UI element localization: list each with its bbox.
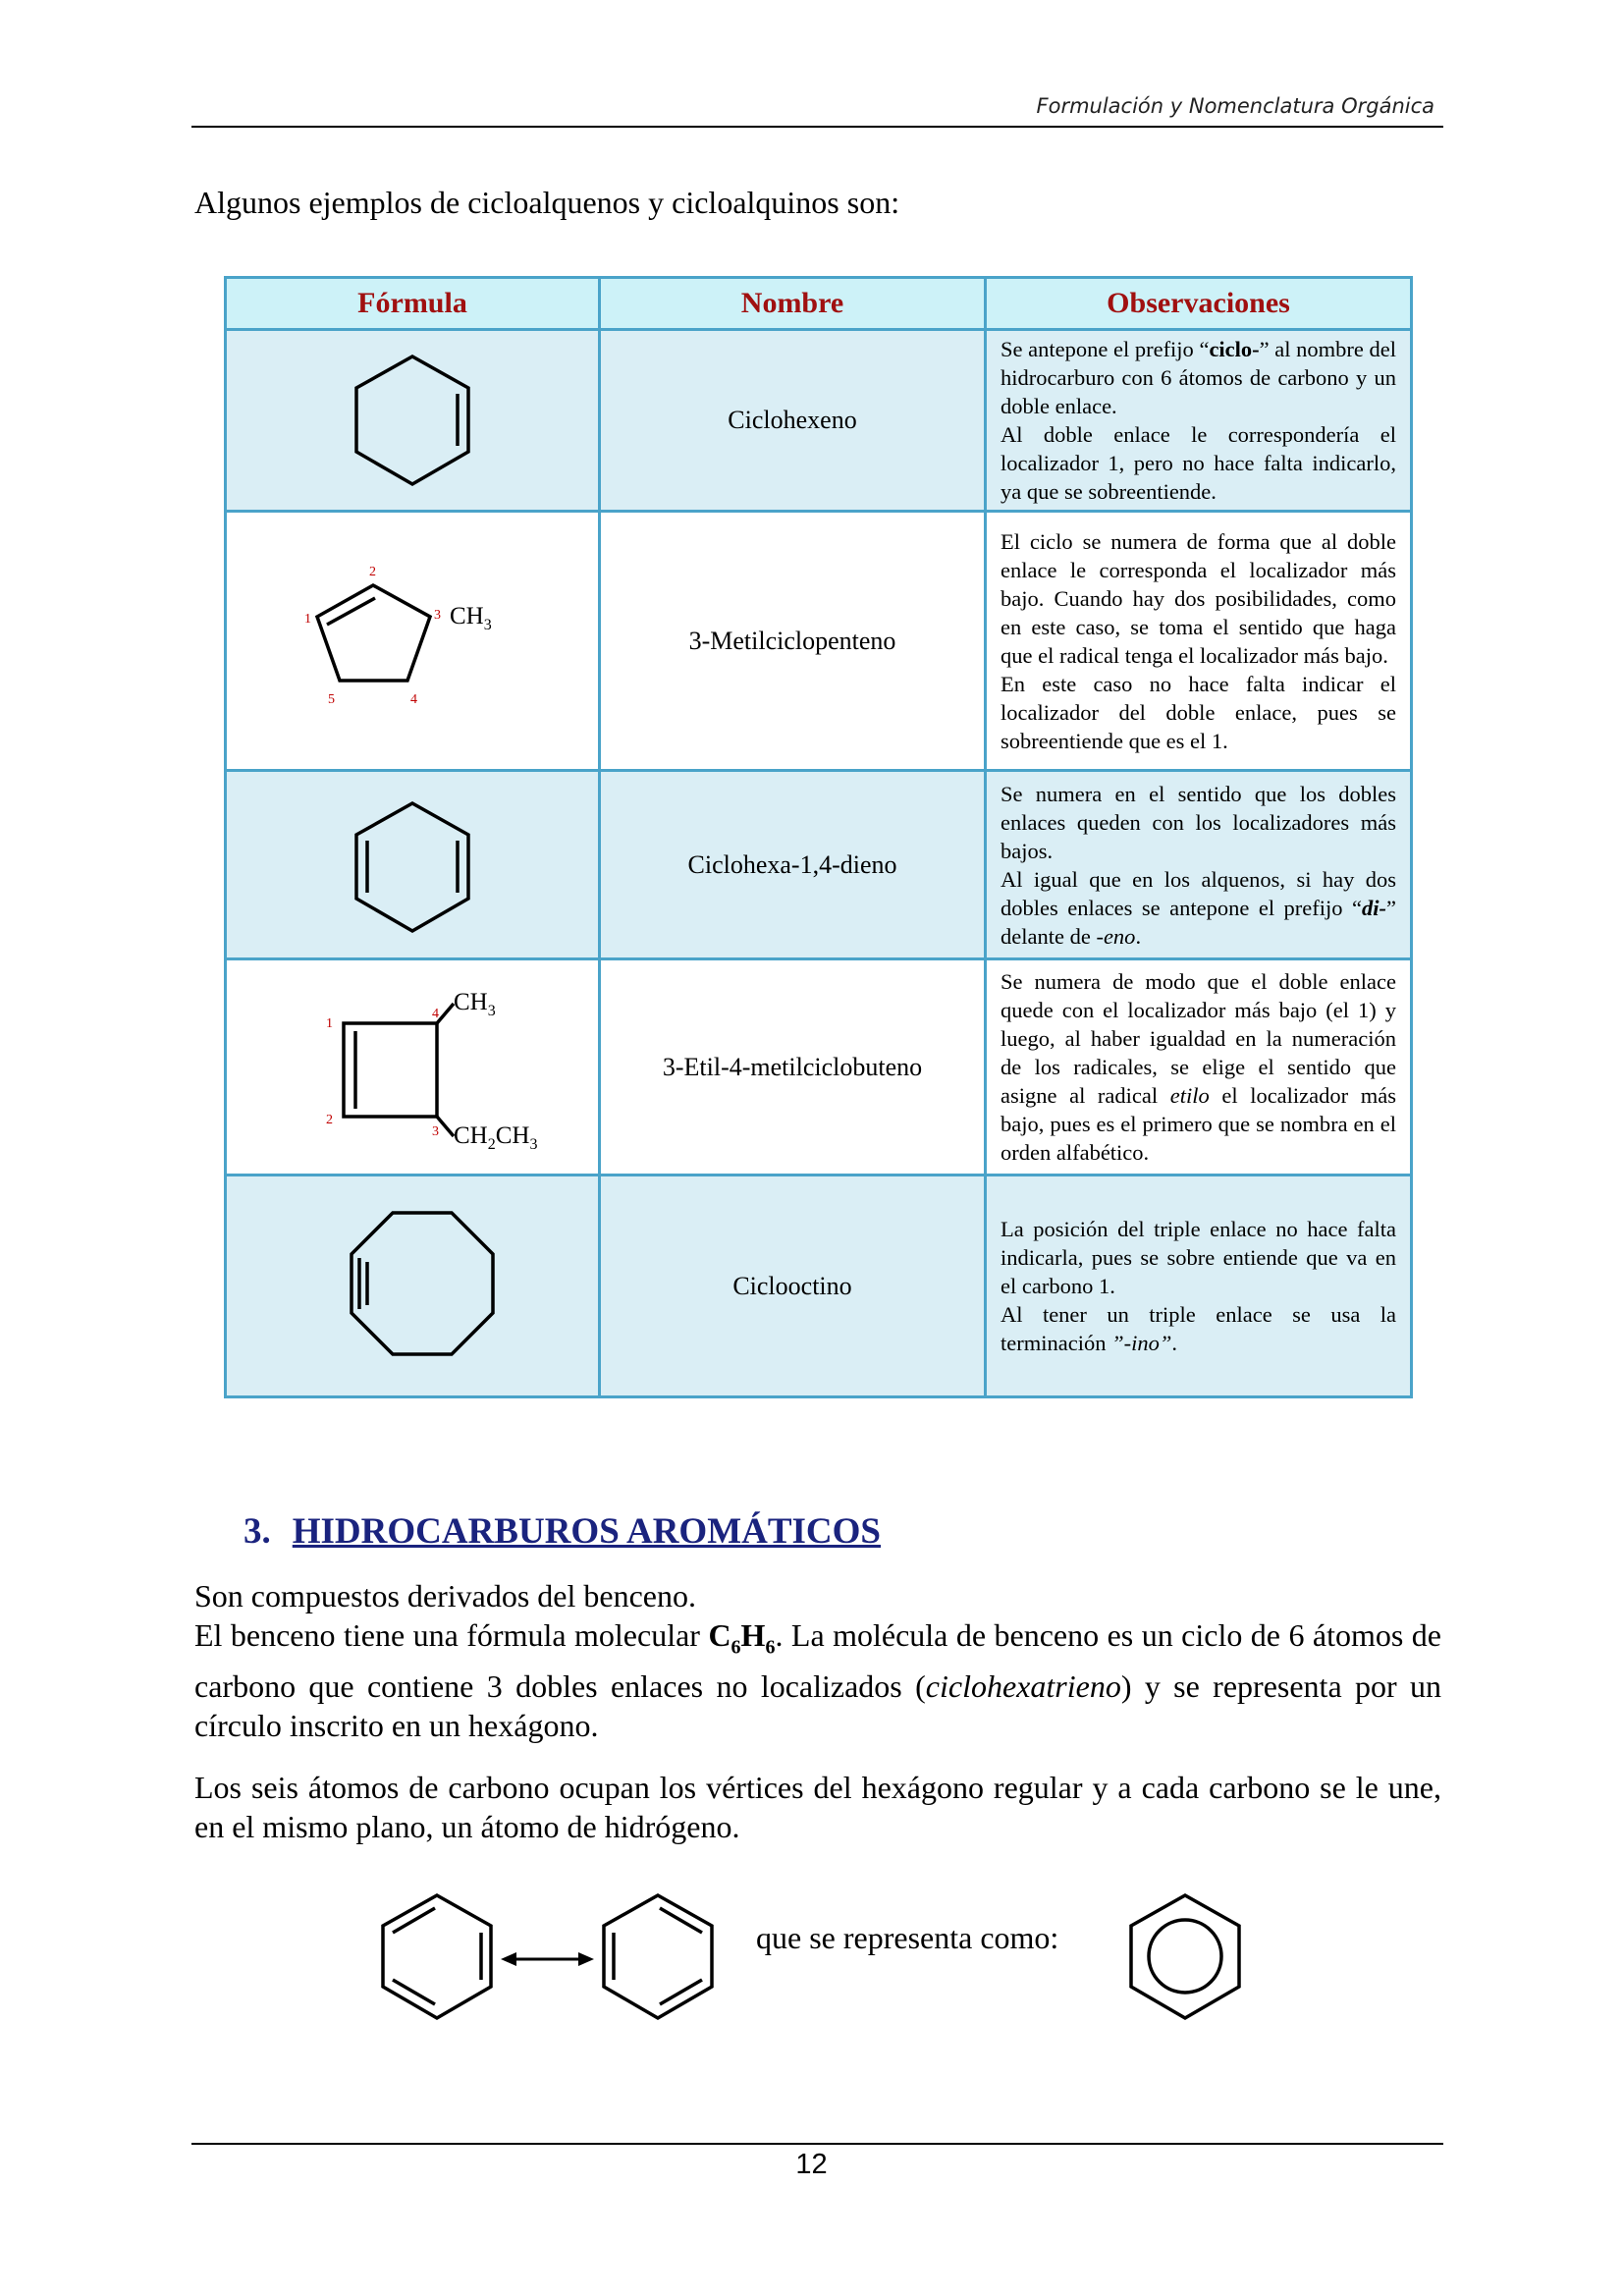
observation-text: Al igual que en los alquenos, si hay dos dobles enlaces se antepone el prefijo “di-” delante de -eno.: [1001, 866, 1396, 949]
cyclohexene-structure: [334, 337, 491, 504]
table-row: [226, 959, 1412, 1175]
observation-text: Se numera en el sentido que los dobles enlaces queden con los localizadores más bajos.: [1001, 781, 1396, 863]
locant-label: 1: [326, 1015, 333, 1031]
observation-text: El ciclo se numera de forma que al doble enlace le corresponda el localizador más bajo. Cuando hay dos posibilidades, como en este caso, se toma el sentido que haga que el radical tenga el localizador más bajo.: [1001, 528, 1396, 668]
examples-table: [224, 276, 1413, 1398]
observations: [986, 1175, 1412, 1397]
running-header: Formulación y Nomenclatura Orgánica: [1036, 94, 1434, 118]
section-title: HIDROCARBUROS AROMÁTICOS: [292, 1511, 882, 1552]
paragraph-text: . La molécula de benceno es un ciclo de 6 átomos de carbono que contiene 3 dobles enlaces no localizados (: [194, 1617, 1442, 1705]
observation-text: Se numera de modo que el doble enlace quede con el localizador más bajo (el 1) y luego, al haber igualdad en la numeración de los radicales, se elige el sentido que asigne al radical etilo el localizador más bajo, pues es el primero que se nombra en el orden alfabético.: [1001, 969, 1396, 1165]
locant-label: 5: [328, 691, 335, 707]
compound-name: 3-Metilciclopenteno: [600, 512, 986, 771]
footer-rule: [191, 2143, 1443, 2145]
table-row: [226, 771, 1412, 959]
observation-text: Se antepone el prefijo “ciclo-” al nombre del hidrocarburo con 6 átomos de carbono y un doble enlace.: [1001, 337, 1396, 418]
paragraph: Los seis átomos de carbono ocupan los vértices del hexágono regular y a cada carbono se le une, en el mismo plano, un átomo de hidrógeno.: [194, 1770, 1441, 1844]
kekule-structure-2: [604, 1895, 712, 2018]
paragraph-text: El benceno tiene una fórmula molecular: [194, 1617, 700, 1653]
locant-label: 2: [326, 1112, 333, 1127]
page-number: 12: [795, 2149, 828, 2180]
paragraph: [194, 1615, 1441, 1745]
kekule-structure-1: [383, 1895, 491, 2018]
observation-text: Al doble enlace le correspondería el localizador 1, pero no hace falta indicarlo, ya que se sobreentiende.: [1001, 422, 1396, 504]
locant-label: 3: [434, 607, 441, 623]
formula-methylcyclopentene: [226, 512, 600, 771]
formula-part: C: [708, 1617, 731, 1653]
col-header-name: Nombre: [600, 278, 986, 330]
col-header-observations: Observaciones: [986, 278, 1412, 330]
observation-text: La posición del triple enlace no hace falta indicarla, pues se sobre entiende que va en el carbono 1.: [1001, 1217, 1396, 1298]
compound-name: Ciclohexa-1,4-dieno: [600, 771, 986, 959]
intro-sentence: Algunos ejemplos de cicloalquenos y cicloalquinos son:: [194, 185, 900, 220]
observation-text: En este caso no hace falta indicar el localizador del doble enlace, pues se sobreentiende que es el 1.: [1001, 671, 1396, 753]
benzene-formula: [708, 1617, 776, 1659]
observations: [986, 512, 1412, 771]
col-header-formula: Fórmula: [226, 278, 600, 330]
methylcyclopentene-structure: [285, 548, 540, 735]
formula-cyclooctyne: [226, 1175, 600, 1397]
locant-label: 1: [304, 611, 311, 627]
substituent-label: $CH_3$: [454, 988, 496, 1019]
table-row: [226, 1175, 1412, 1397]
locant-label: 3: [432, 1123, 439, 1139]
section-number: 3.: [243, 1511, 271, 1552]
substituent-label: $CH_3$: [450, 602, 492, 633]
substituent-label: $CH_2CH_3$: [454, 1121, 538, 1153]
formula-subscript: 6: [730, 1636, 741, 1659]
formula-part: H: [740, 1617, 766, 1653]
table-header-row: [226, 278, 1412, 330]
formula-cyclohexadiene: [226, 771, 600, 959]
formula-ethylmethylcyclobutene: [226, 959, 600, 1175]
table-row: [226, 512, 1412, 771]
locant-label: 4: [410, 691, 417, 707]
header-rule: [191, 126, 1443, 128]
cyclooctyne-structure: [314, 1193, 511, 1380]
section-heading: [243, 1510, 881, 1553]
formula-cyclohexene: [226, 330, 600, 512]
table-row: [226, 330, 1412, 512]
benzene-caption: que se representa como:: [756, 1920, 1059, 1955]
formula-subscript: 6: [765, 1636, 776, 1659]
resonance-arrow: [501, 1952, 594, 1966]
observations: [986, 959, 1412, 1175]
paragraph-italic: ciclohexatrieno: [925, 1668, 1121, 1705]
compound-name: Ciclohexeno: [600, 330, 986, 512]
benzene-circle-structure: [1131, 1895, 1239, 2018]
compound-name: Ciclooctino: [600, 1175, 986, 1397]
locant-label: 4: [432, 1006, 439, 1021]
locant-label: 2: [369, 564, 376, 579]
observation-text: Al tener un triple enlace se usa la terminación ”-ino”.: [1001, 1302, 1396, 1355]
ethylmethylcyclobutene-structure: [285, 974, 540, 1161]
observations: [986, 771, 1412, 959]
cyclohexadiene-structure: [334, 782, 491, 949]
paragraph: Son compuestos derivados del benceno.: [194, 1578, 696, 1613]
compound-name: 3-Etil-4-metilciclobuteno: [600, 959, 986, 1175]
observations: [986, 330, 1412, 512]
paragraph-text: ) y se representa por un círculo inscrito en un hexágono.: [194, 1668, 1442, 1744]
